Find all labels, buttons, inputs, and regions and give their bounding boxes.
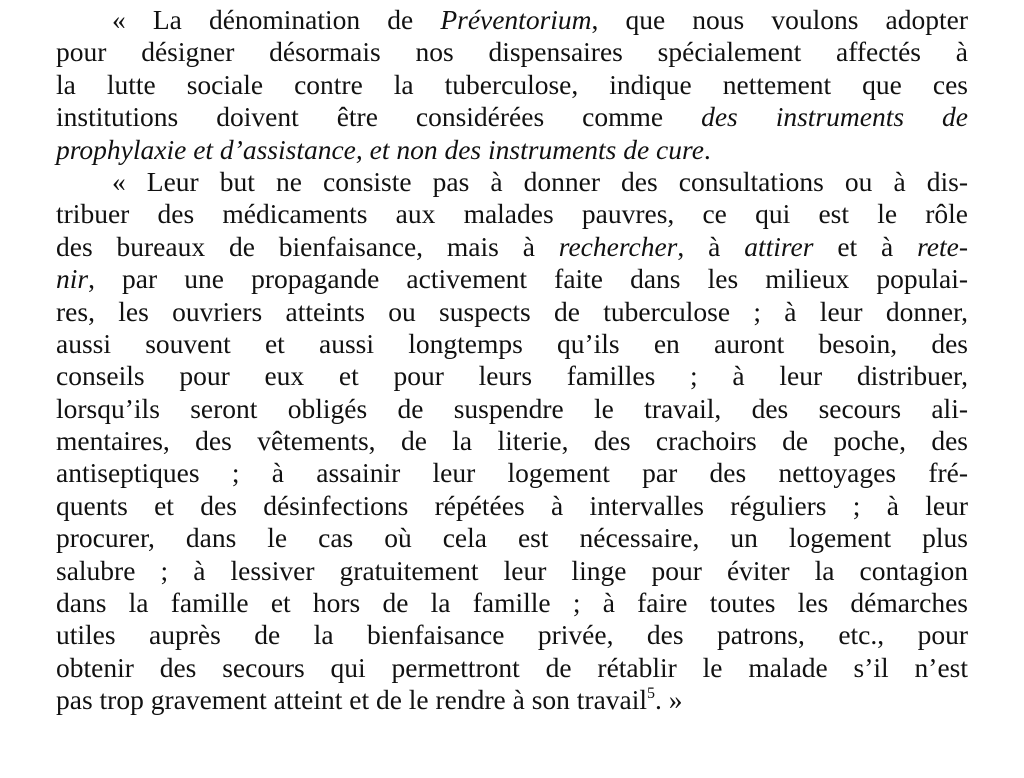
text-run: lorsqu’ils seront obligés de suspendre le travail, des secours ali- [56,392,968,424]
text-line [56,36,968,68]
text-run: , que nous voulons adopter [591,4,968,35]
text-line [56,684,968,716]
italic-text: Préventorium [440,4,592,35]
text-run: pas trop gravement atteint et de le rendre à son travail [56,684,648,716]
text-run: « La dénomination de [112,4,441,35]
text-run: procurer, dans le cas où cela est nécessaire, un logement plus [56,522,968,554]
text-line [56,296,968,328]
text-line [56,231,968,263]
text-line [56,4,968,36]
italic-text: des instruments de [701,101,968,133]
text-line [56,166,968,198]
italic-text: rete- [917,230,968,262]
text-line [56,555,968,587]
text-page [56,4,968,717]
italic-text: attirer [744,230,814,262]
text-run: pour désigner désormais nos dispensaires spécialement affectés à [56,36,968,68]
text-line [56,522,968,554]
text-run: utiles auprès de la bienfaisance privée, des patrons, etc., pour [56,619,968,651]
text-line [56,134,968,166]
text-run: obtenir des secours qui permettront de rétablir le malade s’il n’est [56,651,968,683]
text-line [56,587,968,619]
text-line [56,393,968,425]
text-run: res, les ouvriers atteints ou suspects de tuberculose ; à leur donner, [56,295,968,327]
text-line [56,198,968,230]
text-line [56,360,968,392]
text-run: . [703,133,711,165]
text-line [56,425,968,457]
text-run: des bureaux de bienfaisance, mais à [56,230,559,262]
text-run: dans la famille et hors de la famille ; à faire toutes les démarches [56,587,968,619]
text-line [56,69,968,101]
text-run: , par une propagande activement faite dans les milieux populai- [88,263,968,295]
text-line [56,328,968,360]
italic-text: prophylaxie et d’assistance, et non des instruments de cure [56,133,704,165]
text-run: « Leur but ne consiste pas à donner des consultations ou à dis- [112,165,968,197]
text-line [56,652,968,684]
italic-text: rechercher [558,230,678,262]
paragraph [56,166,968,717]
text-run: . » [655,684,683,716]
footnote-ref: 5 [647,685,656,703]
text-run: mentaires, des vêtements, de la literie, des crachoirs de poche, des [56,425,968,457]
text-line [56,101,968,133]
italic-text: nir [56,263,89,295]
text-line [56,263,968,295]
text-run: tribuer des médicaments aux malades pauvres, ce qui est le rôle [56,198,968,230]
text-run: salubre ; à lessiver gratuitement leur linge pour éviter la contagion [56,554,968,586]
text-line [56,619,968,651]
text-line [56,457,968,489]
text-run: aussi souvent et aussi longtemps qu’ils en auront besoin, des [56,327,968,359]
text-line [56,490,968,522]
text-run: antiseptiques ; à assainir leur logement par des nettoyages fré- [56,457,968,489]
text-run: conseils pour eux et pour leurs familles ; à leur distribuer, [56,360,968,392]
text-run: et à [813,230,918,262]
text-run: quents et des désinfections répétées à intervalles réguliers ; à leur [56,489,968,521]
text-run: , à [677,230,745,262]
text-run: la lutte sociale contre la tuberculose, indique nettement que ces [56,68,968,100]
paragraph [56,4,968,166]
text-run: institutions doivent être considérées comme [56,101,702,133]
